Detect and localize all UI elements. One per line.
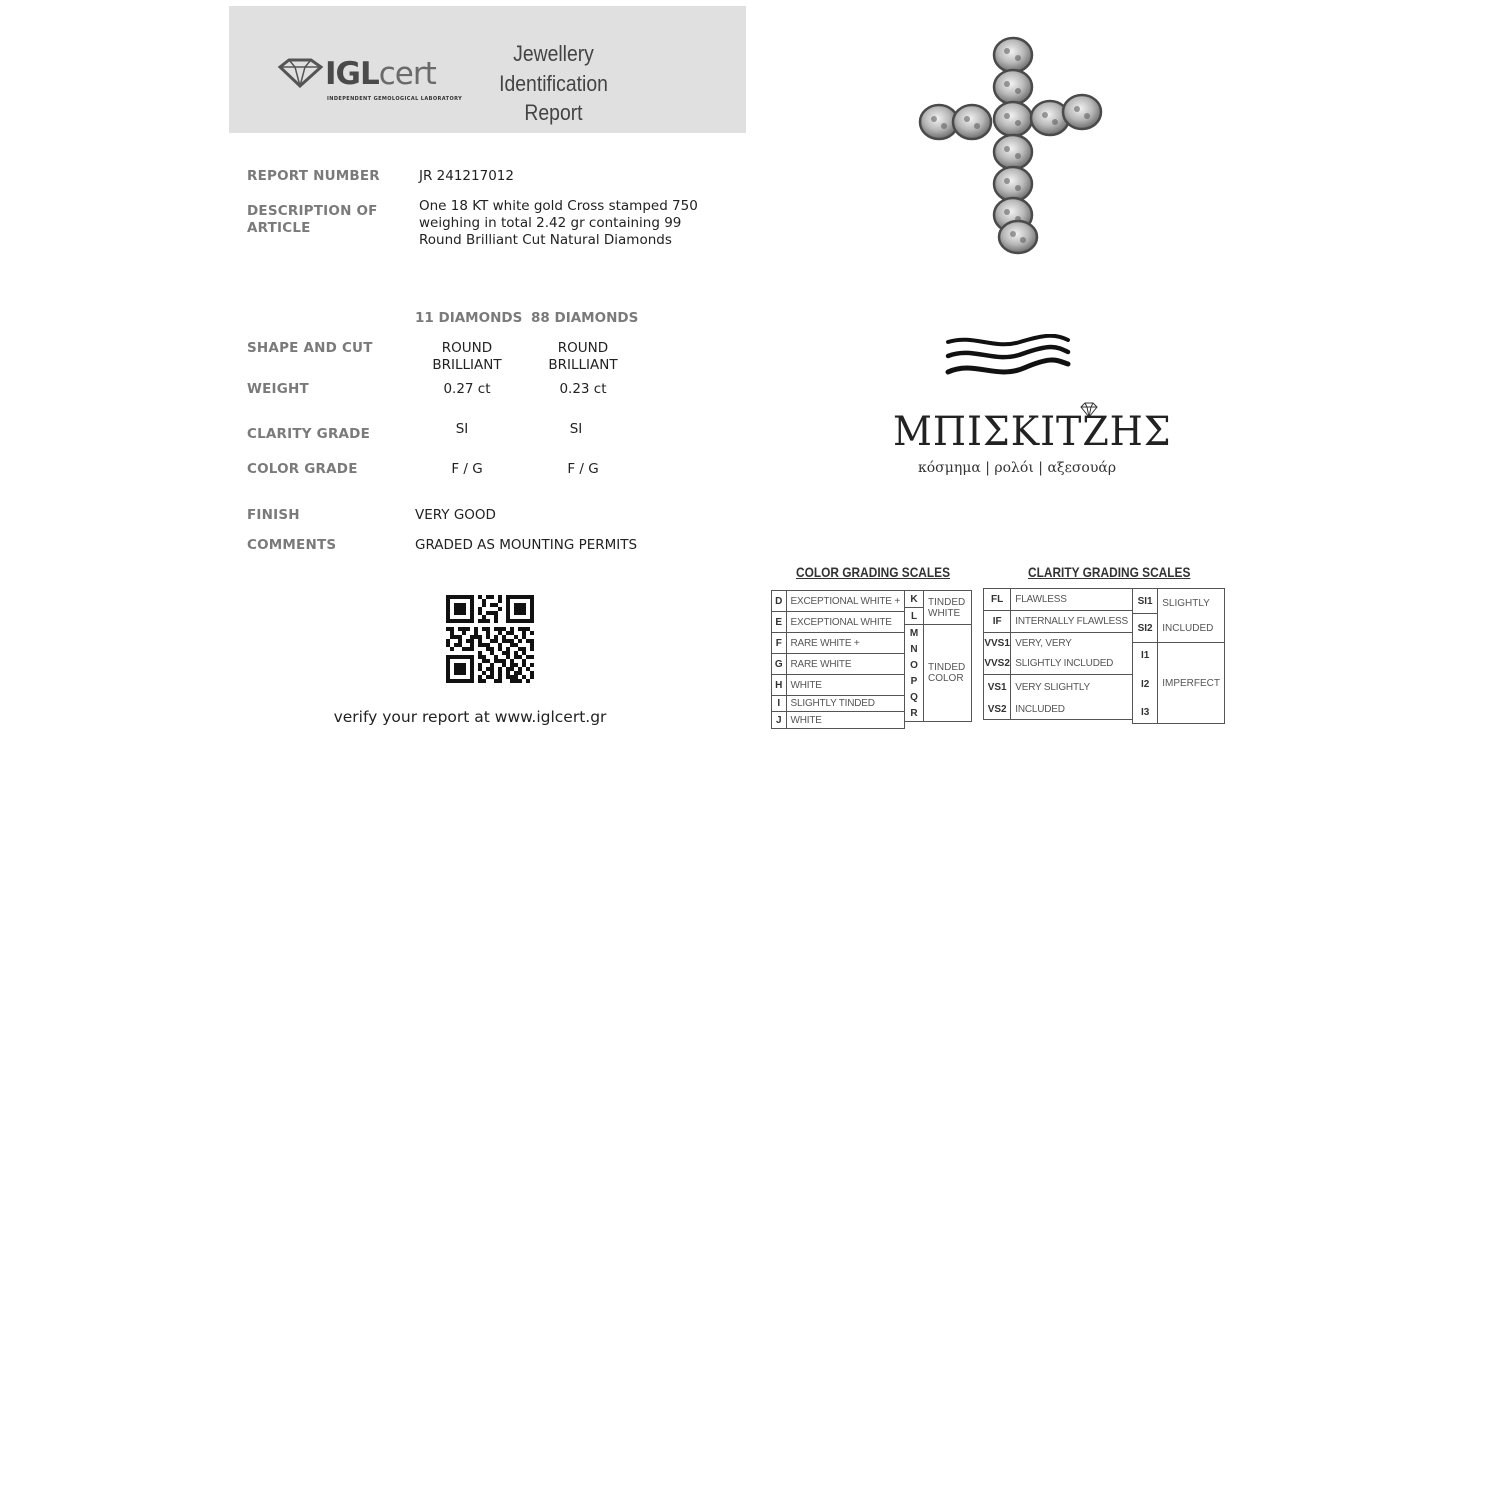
diamond-logo-icon [277, 58, 323, 88]
wave-logo-icon [944, 334, 1072, 386]
weight-value: 0.27 ct [443, 381, 491, 397]
grade-code: K [905, 591, 924, 608]
clarity-grade-value: SI [569, 421, 583, 437]
report-title [499, 39, 609, 128]
grade-code: J [772, 712, 787, 729]
grade-code: O [905, 657, 924, 673]
grade-desc: SLIGHTLY [1162, 597, 1210, 609]
grade-code: L [905, 608, 924, 625]
grade-group-slightly-included [1158, 589, 1225, 643]
grade-desc: SLIGHTLY INCLUDED [1011, 653, 1133, 675]
grade-code: I [772, 696, 787, 712]
grade-code: R [905, 705, 924, 722]
table-row [1133, 589, 1225, 614]
grade-desc: INTERNALLY FLAWLESS [1011, 611, 1133, 633]
grade-desc: RARE WHITE + [786, 633, 904, 654]
logo-wordmark: IGLcert [325, 56, 436, 92]
description-value: One 18 KT white gold Cross stamped 750 weighing in total 2.42 gr containing 99 Round Brilliant Cut Natural Diamonds [419, 198, 698, 248]
title-line: Jewellery [513, 41, 594, 66]
title-line: Report [524, 100, 583, 125]
grade-code: N [905, 641, 924, 657]
comments-value: GRADED AS MOUNTING PERMITS [415, 537, 638, 553]
grade-desc: VERY SLIGHTLY [1011, 675, 1133, 700]
weight-value: 0.23 ct [559, 381, 607, 397]
shape-cut-value: ROUND BRILLIANT [548, 340, 618, 373]
table-row [984, 675, 1133, 700]
table-row [905, 591, 972, 608]
color-grade-value: F / G [567, 461, 599, 477]
grade-desc: COLOR [928, 673, 964, 684]
grade-code: IF [984, 611, 1011, 633]
grade-code: I3 [1133, 701, 1158, 724]
grade-desc: WHITE [786, 675, 904, 696]
grade-code: SI1 [1133, 589, 1158, 614]
grade-code: H [772, 675, 787, 696]
table-row [772, 612, 905, 633]
qr-code[interactable] [446, 595, 534, 683]
grade-code: M [905, 625, 924, 642]
cross-pendant-image [912, 34, 1108, 256]
brand-name: ΜΠΙΣΚΙΤΖΗΣ [893, 409, 1172, 455]
grade-desc: WHITE [786, 712, 904, 729]
grade-desc: VERY, VERY [1011, 633, 1133, 654]
table-row [984, 633, 1133, 654]
color-scale-table-right [904, 590, 972, 722]
table-row [984, 589, 1133, 611]
brand-tagline: κόσμημα | ρολόι | αξεσουάρ [918, 460, 1117, 476]
table-row [984, 653, 1133, 675]
title-line: Identification [499, 70, 608, 96]
table-row [772, 591, 905, 612]
grade-code: FL [984, 589, 1011, 611]
table-row [772, 712, 905, 729]
grade-desc: SLIGHTLY TINDED [786, 696, 904, 712]
grade-desc: TINDED [928, 596, 966, 608]
shape-cut-label: SHAPE AND CUT [247, 340, 373, 356]
table-row [772, 675, 905, 696]
iglcert-logo [277, 56, 463, 108]
shape-cut-value: ROUND BRILLIANT [432, 340, 502, 373]
grade-code: F [772, 633, 787, 654]
column-header-11-diamonds: 11 DIAMONDS [415, 310, 523, 326]
grade-desc: RARE WHITE [786, 654, 904, 675]
comments-label: COMMENTS [247, 537, 337, 553]
clarity-scale-table-left [983, 588, 1133, 720]
logo-tagline: INDEPENDENT GEMOLOGICAL LABORATORY [327, 96, 463, 102]
grade-code: I1 [1133, 643, 1158, 669]
grade-code: VVS2 [984, 653, 1011, 675]
clarity-grade-label: CLARITY GRADE [247, 426, 371, 442]
grade-code: SI2 [1133, 614, 1158, 643]
grade-code: D [772, 591, 787, 612]
report-number-label: REPORT NUMBER [247, 168, 380, 184]
color-grade-value: F / G [451, 461, 483, 477]
grade-desc: INCLUDED [1011, 699, 1133, 720]
table-row [772, 633, 905, 654]
grade-code: I2 [1133, 668, 1158, 701]
clarity-grade-value: SI [455, 421, 469, 437]
color-grade-label: COLOR GRADE [247, 461, 358, 477]
color-scale-table-left [771, 590, 905, 729]
grade-code: VVS1 [984, 633, 1011, 654]
finish-value: VERY GOOD [415, 507, 496, 523]
report-header [229, 6, 746, 133]
grade-desc: INCLUDED [1162, 622, 1214, 634]
grade-group-tinded-color [924, 625, 972, 722]
table-row [984, 699, 1133, 720]
grade-desc: EXCEPTIONAL WHITE [786, 612, 904, 633]
grade-code: VS2 [984, 699, 1011, 720]
color-scale-title: COLOR GRADING SCALES [796, 564, 951, 580]
grade-code: P [905, 673, 924, 689]
table-row [1133, 643, 1225, 669]
grade-code: VS1 [984, 675, 1011, 700]
grade-code: E [772, 612, 787, 633]
clarity-scale-table-right [1132, 588, 1225, 724]
verify-link[interactable]: verify your report at www.iglcert.gr [333, 708, 607, 726]
clarity-scale-title: CLARITY GRADING SCALES [1028, 564, 1191, 580]
grade-code: Q [905, 689, 924, 705]
table-row [772, 696, 905, 712]
grade-desc: WHITE [928, 607, 961, 619]
grade-desc: TINDED [928, 662, 966, 673]
table-row [984, 611, 1133, 633]
grade-desc: IMPERFECT [1158, 643, 1225, 724]
grade-code: G [772, 654, 787, 675]
description-label: DESCRIPTION OF ARTICLE [247, 203, 378, 236]
grade-group-tinded-white [924, 591, 972, 625]
column-header-88-diamonds: 88 DIAMONDS [531, 310, 639, 326]
table-row [772, 654, 905, 675]
report-number-value: JR 241217012 [419, 168, 514, 184]
finish-label: FINISH [247, 507, 300, 523]
weight-label: WEIGHT [247, 381, 309, 397]
table-row [905, 625, 972, 642]
grade-desc: EXCEPTIONAL WHITE + [786, 591, 904, 612]
grade-desc: FLAWLESS [1011, 589, 1133, 611]
